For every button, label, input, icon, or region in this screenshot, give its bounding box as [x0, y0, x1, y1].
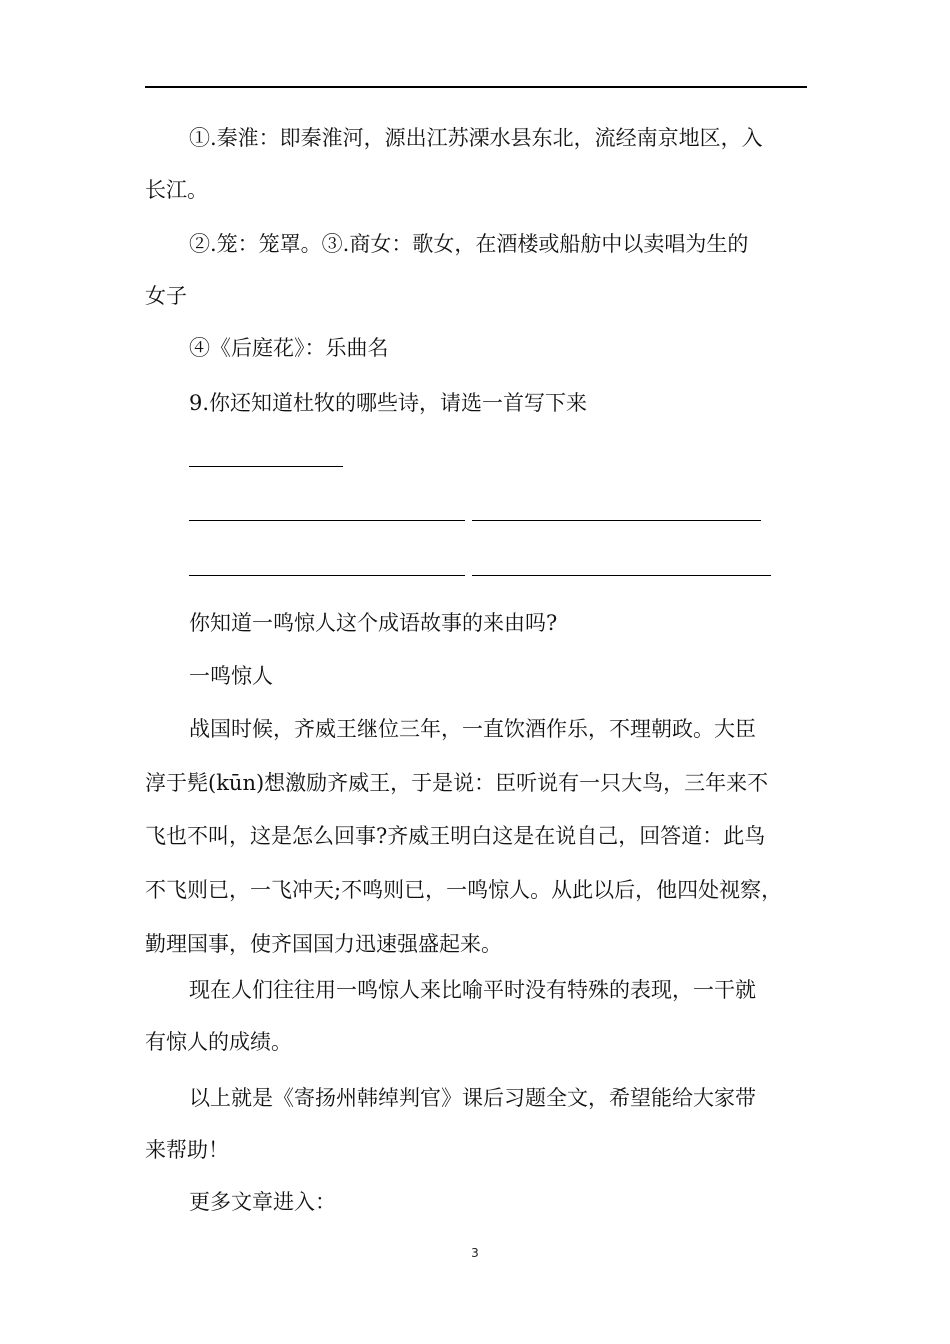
footnote-2-line-1: ②.笼：笼罩。③.商女：歌女，在酒楼或船舫中以卖唱为生的 [189, 232, 749, 256]
story-line-3: 飞也不叫，这是怎么回事?齐威王明白这是在说自己，回答道：此鸟 [145, 824, 766, 848]
answer-blank-2a[interactable] [189, 520, 465, 521]
footnote-2-line-2: 女子 [145, 284, 187, 308]
story-line-1: 战国时候，齐威王继位三年，一直饮酒作乐，不理朝政。大臣 [189, 717, 756, 741]
story-line-5: 勤理国事，使齐国国力迅速强盛起来。 [145, 932, 502, 956]
page-number: 3 [471, 1246, 479, 1260]
usage-line-2: 有惊人的成绩。 [145, 1030, 292, 1054]
footnote-1-line-2: 长江。 [145, 178, 208, 202]
header-rule [145, 86, 807, 88]
answer-blank-3a[interactable] [189, 575, 465, 576]
story-title: 一鸣惊人 [189, 664, 273, 688]
story-line-4: 不飞则已，一飞冲天;不鸣则已，一鸣惊人。从此以后，他四处视察， [145, 878, 783, 902]
closing-line-1: 以上就是《寄扬州韩绰判官》课后习题全文，希望能给大家带 [189, 1086, 756, 1110]
question-9: 9.你还知道杜牧的哪些诗，请选一首写下来 [189, 391, 588, 415]
footnote-1-line-1: ①.秦淮：即秦淮河，源出江苏溧水县东北，流经南京地区，入 [189, 126, 763, 150]
story-line-2: 淳于髡(kūn)想激励齐威王，于是说：臣听说有一只大鸟，三年来不 [145, 771, 769, 795]
answer-blank-2b[interactable] [472, 520, 761, 521]
usage-line-1: 现在人们往往用一鸣惊人来比喻平时没有特殊的表现，一干就 [189, 978, 756, 1002]
answer-blank-1[interactable] [189, 466, 343, 467]
answer-blank-3b[interactable] [472, 575, 771, 576]
question-idiom: 你知道一鸣惊人这个成语故事的来由吗? [189, 611, 558, 635]
footnote-4: ④《后庭花》：乐曲名 [189, 336, 389, 360]
closing-line-2: 来帮助！ [145, 1138, 229, 1162]
more-articles: 更多文章进入： [189, 1190, 336, 1214]
